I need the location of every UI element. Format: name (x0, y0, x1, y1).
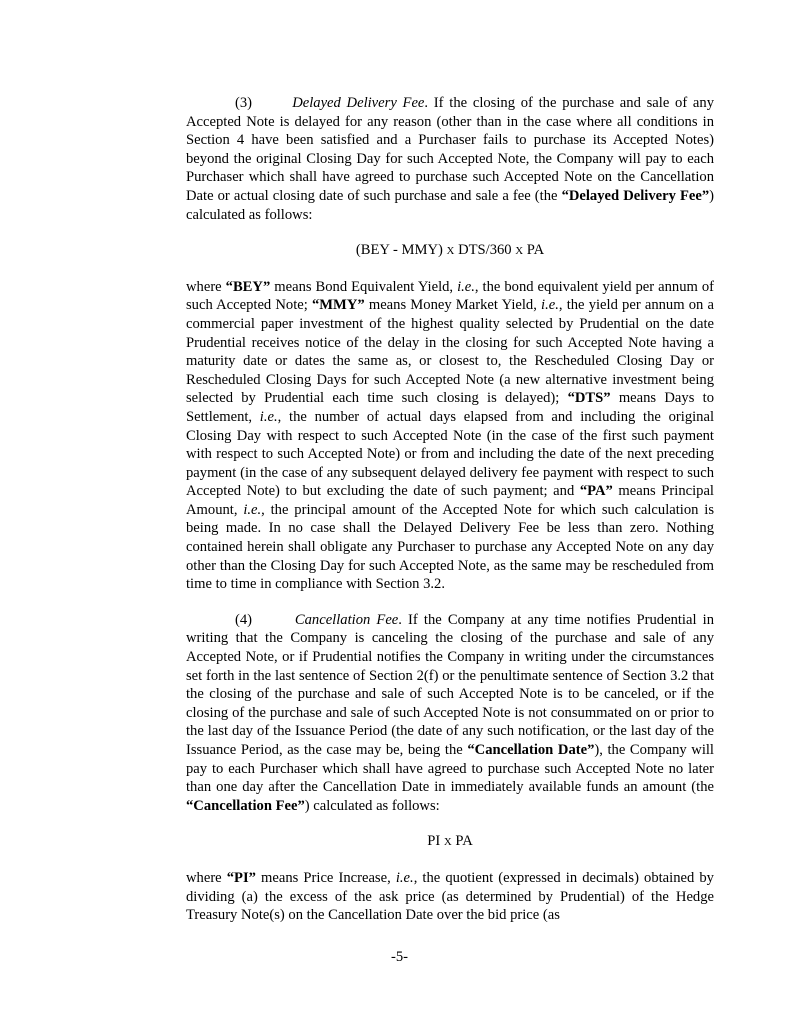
text-run: . If the closing of the purchase and sale of any Accepted Note is delayed for any reason (other than in the case where all conditions in Section 4 have been satisfied and a Purchaser fails to purchase its Accepted Notes) beyond the original Closing Day for such Accepted Note, the Company will pay to each Purchaser which shall have agreed to purchase such Accepted Note on the Cancellation Date or actual closing date of such purchase and sale a fee (the (186, 95, 714, 204)
italic-text: Cancellation Fee (294, 611, 399, 628)
text-run: , the quotient (expressed in decimals) obtained by dividing (a) the excess of the ask price (as determined by Prudential) of the Hedge Treasury Note(s) on the Cancellation Date over the bid price (as (186, 869, 714, 924)
text-run: means Bond Equivalent Yield, (270, 278, 458, 295)
italic-text: i.e. (541, 297, 559, 314)
text-run: means Price Increase, (255, 869, 396, 886)
text-run: , the principal amount of the Accepted Note for which such calculation is being made. In no case shall the Delayed Delivery Fee be less than zero. Nothing contained herein shall obligate any Purchaser to purchase any Accepted Note on any day other than the Closing Day for such Accepted Note, as the same may be rescheduled from time to time in compliance with Section 3.2. (186, 501, 714, 593)
formula-delayed-delivery-fee (186, 241, 714, 261)
text-run: , the number of actual days elapsed from and including the original Closing Day with respect to such Accepted Note (in the case of the first such payment with respect to such Accepted Note) or from and including the date of the next preceding payment (in the case of any subsequent delayed delivery fee payment with respect to such Accepted Note) to but excluding the date of such payment; and (186, 408, 714, 500)
text-run: PI (427, 833, 444, 850)
paragraph-3-delayed-delivery-fee (186, 94, 714, 224)
text-run: where (186, 278, 226, 295)
bold-term: “PA” (579, 483, 613, 500)
text-run: X (446, 245, 455, 258)
italic-text: i.e. (457, 278, 475, 295)
bold-term: “DTS” (567, 390, 611, 407)
bold-term: “PI” (226, 869, 256, 886)
text-run: PA (451, 833, 473, 850)
bold-term: “Cancellation Date” (467, 742, 595, 758)
text-run: ), the Company will pay to each Purchaser which shall have agreed to purchase such Accepted Note no later than one day after the Cancellation Date in immediately available funds an amount (the (186, 742, 714, 796)
text-run: means Money Market Yield, (364, 297, 542, 314)
italic-text: Delayed Delivery Fee (292, 95, 425, 111)
text-run: PA (523, 242, 545, 259)
text-run: DTS/360 (454, 242, 516, 259)
paragraph-fee-term-definitions (186, 278, 714, 594)
bold-term: “MMY” (311, 297, 365, 314)
text-run: where (186, 869, 227, 886)
paragraph-price-increase-definition (186, 869, 714, 925)
text-run: (4) (235, 611, 295, 628)
text-run: means Days to Settlement, (186, 390, 714, 425)
bold-term: “BEY” (225, 278, 271, 295)
bold-term: “Delayed Delivery Fee” (561, 187, 710, 204)
bold-term: “Cancellation Fee” (186, 797, 305, 814)
italic-text: i.e. (259, 408, 278, 425)
formula-cancellation-fee (186, 832, 714, 852)
text-run: , the bond equivalent yield per annum of such Accepted Note; (186, 278, 714, 314)
text-run: , the yield per annum on a commercial paper investment of the highest quality selected by Prudential on the date Prudential receives notice of the delay in the closing for such Accepted Note having a maturity date or dates the same as, or closest to, the Rescheduled Closing Day or Rescheduled Closing Days for such Accepted Note (a new alternative investment being selected by Prudential each time such closing is delayed); (186, 297, 714, 407)
page-number: -5- (390, 949, 409, 965)
text-run: X (443, 836, 452, 849)
italic-text: i.e. (395, 869, 414, 886)
text-run: (3) (235, 95, 293, 111)
text-run: means Principal Amount, (186, 483, 714, 518)
paragraph-4-cancellation-fee (186, 611, 714, 816)
text-run: X (515, 245, 524, 258)
text-run: . If the Company at any time notifies Prudential in writing that the Company is canceling the closing of the purchase and sale of any Accepted Note, or if Prudential notifies the Company in writing under the circumstances set forth in the last sentence of Section 2(f) or the penultimate sentence of Section 3.2 that the closing of the purchase and sale of such Accepted Note is to be canceled, or if the closing of the purchase and sale of such Accepted Note is not consummated on or prior to the last day of the Issuance Period (the date of any such notification, or the last day of the Issuance Period, as the case may be, being the (186, 611, 714, 758)
text-run: ) calculated as follows: (304, 797, 440, 814)
page-content (186, 94, 714, 942)
text-run: (BEY - MMY) (355, 242, 447, 259)
text-run: ) calculated as follows: (186, 187, 714, 223)
italic-text: i.e. (243, 501, 262, 518)
